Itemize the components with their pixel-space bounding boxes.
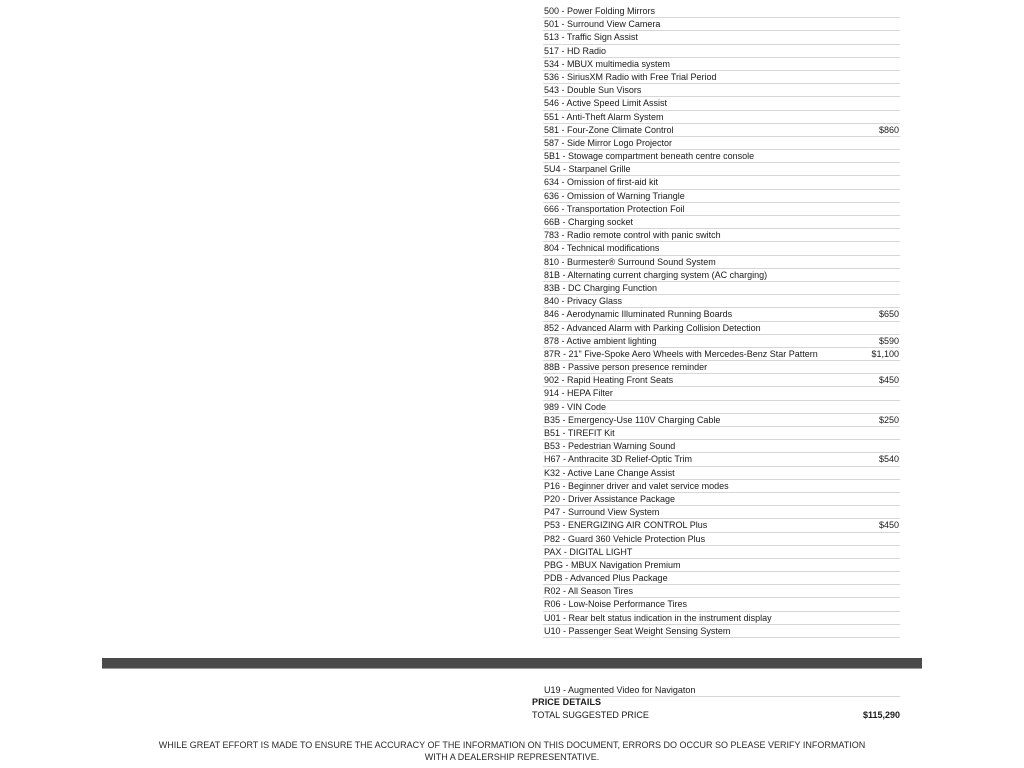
option-price [899,111,900,123]
option-price [899,190,900,202]
option-row [543,414,900,427]
option-row [543,506,900,519]
option-label: 581 - Four-Zone Climate Control [544,124,674,135]
option-label: 534 - MBUX multimedia system [544,58,671,69]
option-row [543,137,900,150]
option-row [543,453,900,466]
option-price [899,684,900,696]
option-label: K32 - Active Lane Change Assist [544,467,675,478]
option-label: 636 - Omission of Warning Triangle [544,190,685,201]
option-price [899,58,900,70]
option-label: 840 - Privacy Glass [544,296,623,307]
option-price: $540 [878,454,899,465]
option-price: $250 [878,414,899,425]
option-price [899,282,900,294]
option-label: 543 - Double Sun Visors [544,85,642,96]
option-label: P16 - Beginner driver and valet service modes [544,480,729,491]
option-label: H67 - Anthracite 3D Relief-Optic Trim [544,454,693,465]
option-price: $860 [878,124,899,135]
option-price [899,5,900,17]
option-label: 536 - SiriusXM Radio with Free Trial Period [544,71,717,82]
option-row [543,533,900,546]
option-price [899,533,900,545]
option-row [543,97,900,110]
option-price: $590 [878,335,899,346]
option-label: 83B - DC Charging Function [544,282,658,293]
option-label: 666 - Transportation Protection Foil [544,203,685,214]
option-price [899,612,900,624]
option-row [543,374,900,387]
option-row [543,229,900,242]
option-label: 5U4 - Starpanel Grille [544,164,631,175]
option-price [899,18,900,30]
option-label: R02 - All Season Tires [544,586,634,597]
option-row [543,559,900,572]
option-price [899,546,900,558]
option-price [899,45,900,57]
option-row [543,427,900,440]
option-label: R06 - Low-Noise Performance Tires [544,599,688,610]
option-label: 501 - Surround View Camera [544,19,661,30]
option-price [899,97,900,109]
total-price-value: $115,290 [862,710,900,720]
option-label: 517 - HD Radio [544,45,607,56]
option-price [899,242,900,254]
option-price [899,559,900,571]
option-row [543,295,900,308]
option-row [543,124,900,137]
option-label: 852 - Advanced Alarm with Parking Collision Detection [544,322,761,333]
option-row [543,467,900,480]
option-label: U10 - Passenger Seat Weight Sensing System [544,625,731,636]
option-label: 902 - Rapid Heating Front Seats [544,375,674,386]
option-row [543,84,900,97]
option-price [899,493,900,505]
option-row [543,361,900,374]
option-price [899,361,900,373]
option-price [899,598,900,610]
option-label: PDB - Advanced Plus Package [544,573,668,584]
option-row [543,269,900,282]
option-label: 878 - Active ambient lighting [544,335,657,346]
option-row [543,282,900,295]
option-row [543,625,900,638]
option-price: $450 [878,520,899,531]
option-row [543,71,900,84]
option-price [899,427,900,439]
option-price [899,401,900,413]
option-row [543,612,900,625]
option-label: 804 - Technical modifications [544,243,660,254]
option-row [543,585,900,598]
option-label: PAX - DIGITAL LIGHT [544,546,633,557]
option-price: $650 [878,309,899,320]
option-price [899,480,900,492]
option-price [899,229,900,241]
option-label: B35 - Emergency-Use 110V Charging Cable [544,414,721,425]
option-price: $450 [878,375,899,386]
option-price [899,203,900,215]
option-price [899,163,900,175]
option-price [899,84,900,96]
option-label: 5B1 - Stowage compartment beneath centre console [544,151,755,162]
option-price [899,387,900,399]
option-row [543,58,900,71]
option-label: 66B - Charging socket [544,217,634,227]
option-label: 783 - Radio remote control with panic switch [544,230,721,241]
price-details-title: PRICE DETAILS [532,697,602,707]
option-label: B53 - Pedestrian Warning Sound [544,441,676,452]
option-label: B51 - TIREFIT Kit [544,428,615,438]
option-label: 81B - Alternating current charging system (AC charging) [544,269,768,280]
option-price [899,150,900,162]
option-row [543,387,900,400]
option-price [899,440,900,452]
option-price [899,295,900,307]
option-row [543,111,900,124]
disclaimer: WHILE GREAT EFFORT IS MADE TO ENSURE THE ACCURACY OF THE INFORMATION ON THIS DOCUMENT, ERRORS DO OCCUR SO PLEASE VERIFY INFORMATION WITH A DEALERSHIP REPRESENTATIVE. [158,740,866,762]
option-row [543,18,900,31]
option-label: 989 - VIN Code [544,401,607,412]
option-row [543,190,900,203]
option-row [543,256,900,269]
option-row [543,348,900,361]
option-row [543,163,900,176]
option-label: 513 - Traffic Sign Assist [544,32,638,43]
option-label: 546 - Active Speed Limit Assist [544,98,668,109]
option-price [899,322,900,334]
option-label: 634 - Omission of first-aid kit [544,177,659,188]
option-row [543,401,900,414]
option-label: 500 - Power Folding Mirrors [544,6,656,16]
option-price [899,269,900,281]
option-label: P82 - Guard 360 Vehicle Protection Plus [544,533,706,544]
option-label: 87R - 21" Five-Spoke Aero Wheels with Mercedes-Benz Star Pattern [544,348,818,359]
option-price [899,625,900,637]
option-label: P20 - Driver Assistance Package [544,493,676,504]
total-price-row [532,710,900,720]
option-price [899,585,900,597]
continued-options-list [543,684,900,697]
option-price [899,572,900,584]
option-label: 587 - Side Mirror Logo Projector [544,137,673,148]
option-row [543,176,900,189]
option-row [543,308,900,321]
option-label: 846 - Aerodynamic Illuminated Running Boards [544,309,733,320]
option-price [899,216,900,228]
option-price: $1,100 [871,348,899,359]
option-row [543,440,900,453]
option-row [543,150,900,163]
option-label: U19 - Augmented Video for Navigaton [544,685,696,695]
options-list [543,5,900,638]
option-label: P53 - ENERGIZING AIR CONTROL Plus [544,520,708,531]
page-divider [102,658,922,669]
option-label: P47 - Surround View System [544,507,660,518]
option-row [543,546,900,559]
option-label: 551 - Anti-Theft Alarm System [544,111,664,122]
option-row [543,572,900,585]
option-row [543,598,900,611]
option-price [899,137,900,149]
option-row [543,493,900,506]
option-row [543,242,900,255]
option-price [899,31,900,43]
option-row [543,684,900,697]
option-row [543,519,900,532]
option-row [543,203,900,216]
option-price [899,71,900,83]
option-row [543,5,900,18]
option-row [543,322,900,335]
option-row [543,31,900,44]
option-row [543,480,900,493]
option-price [899,467,900,479]
option-label: PBG - MBUX Navigation Premium [544,559,681,570]
total-price-label: TOTAL SUGGESTED PRICE [532,710,649,720]
option-price [899,176,900,188]
option-row [543,335,900,348]
option-row [543,45,900,58]
option-price [899,506,900,518]
option-label: 914 - HEPA Filter [544,388,613,399]
option-label: 810 - Burmester® Surround Sound System [544,256,716,267]
option-row [543,216,900,229]
option-label: U01 - Rear belt status indication in the instrument display [544,612,772,623]
option-label: 88B - Passive person presence reminder [544,362,708,373]
option-price [899,256,900,268]
